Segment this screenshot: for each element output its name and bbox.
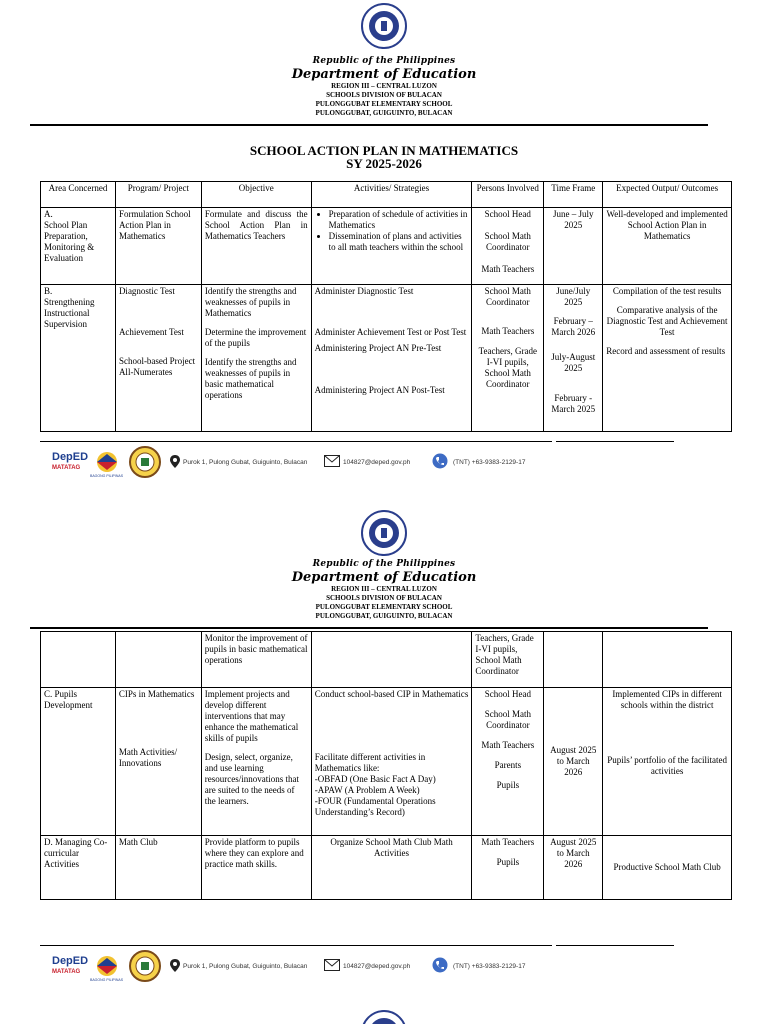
footer-email: 104827@deped.gov.ph: [343, 459, 411, 466]
cell-persons-a: School Head School Math Coordinator Math Teachers: [472, 208, 544, 285]
cell-objective-b2: Monitor the improvement of pupils in basic mathematical operations: [201, 632, 311, 688]
table-row-a: [41, 208, 732, 285]
col-time: Time Frame: [544, 182, 603, 208]
cell-output-b: Compilation of the test results Comparative analysis of the Diagnostic Test and Achievement Test Record and assessment of results: [603, 285, 732, 432]
action-plan-table-2: [40, 631, 732, 900]
col-area: Area Concerned: [41, 182, 116, 208]
cell-output-a: Well-developed and implemented School Action Plan in Mathematics: [603, 208, 732, 285]
header-school: PULONGGUBAT ELEMENTARY SCHOOL: [315, 100, 453, 108]
header-division: SCHOOLS DIVISION OF BULACAN: [326, 91, 442, 99]
document-year: SY 2025-2026: [346, 156, 422, 171]
footer-email: 104827@deped.gov.ph: [343, 963, 411, 970]
cell-objective-b: Identify the strengths and weaknesses of pupils in Mathematics Determine the improvement of the pupils Identify the strengths and weaknesses of pupils in basic mathematical operations: [201, 285, 311, 432]
school-seal-icon: [129, 446, 161, 478]
phone-icon: [432, 957, 448, 973]
cell-time-b: June/July 2025 February – March 2026 July-August 2025 February - March 2025: [544, 285, 603, 432]
bagong-pilipinas-label: BAGONG PILIPINAS: [90, 978, 124, 982]
mail-icon: [324, 455, 340, 467]
col-persons: Persons Involved: [472, 182, 544, 208]
header-divider: [30, 124, 708, 126]
cell-persons-b: School Math Coordinator Math Teachers Teachers, Grade I-VI pupils, School Math Coordinator: [472, 285, 544, 432]
col-output: Expected Output/ Outcomes: [603, 182, 732, 208]
bagong-pilipinas-label: BAGONG PILIPINAS: [90, 474, 124, 478]
header-region: REGION III – CENTRAL LUZON: [331, 585, 437, 593]
phone-icon: [432, 453, 448, 469]
cell-time-c: August 2025 to March 2026: [544, 688, 603, 836]
cell-activities-b: Administer Diagnostic Test Administer Achievement Test or Post Test Administering Project AN Pre-Test Administering Project AN Post-Test: [311, 285, 472, 432]
matatag-logo: MATATAG: [52, 969, 81, 975]
cell-program-c: CIPs in Mathematics Math Activities/ Innovations: [115, 688, 201, 836]
deped-seal-icon: [361, 510, 407, 556]
cell-objective-a: Formulate and discuss the School Action Plan in Mathematics Teachers: [201, 208, 311, 285]
list-item: • Dissemination of plans and activities to all math teachers within the school: [329, 231, 469, 253]
cell-objective-d: Provide platform to pupils where they can explore and practice math skills.: [201, 836, 311, 900]
document-title: SCHOOL ACTION PLAN IN MATHEMATICS: [249, 143, 519, 158]
table-row-b: [41, 285, 732, 432]
header-division: SCHOOLS DIVISION OF BULACAN: [326, 594, 442, 602]
republic-label: Republic of the Philippines: [312, 56, 456, 66]
deped-seal-icon: [361, 1010, 407, 1024]
list-item: • Preparation of schedule of activities in Mathematics: [329, 209, 469, 231]
col-objective: Objective: [201, 182, 311, 208]
cell-program-a: Formulation School Action Plan in Mathematics: [115, 208, 201, 285]
footer-1: [40, 441, 640, 481]
table-row-d: [41, 836, 732, 900]
letterhead: [0, 56, 768, 118]
header-address: PULONGGUBAT, GUIGUINTO, BULACAN: [315, 612, 453, 620]
deped-logo: DepED: [52, 955, 89, 967]
cell-time-d: August 2025 to March 2026: [544, 836, 603, 900]
cell-area-b: B. Strengthening Instructional Supervision: [41, 285, 116, 432]
footer-phone: (TNT) +63-9383-2129-17: [453, 459, 526, 466]
letterhead: [0, 559, 768, 621]
deped-logo: DepED: [52, 451, 89, 463]
table-header-row: [41, 182, 732, 208]
cell-activities-c: Conduct school-based CIP in Mathematics Facilitate different activities in Mathematics like: -OBFAD (One Basic Fact A Day) -APAW (A Problem A Week) -FOUR (Fundamental Operations Understanding’s Record): [311, 688, 472, 836]
header-divider: [30, 627, 708, 629]
department-label: Department of Education: [291, 570, 477, 585]
matatag-logo: MATATAG: [52, 465, 81, 471]
footer-address: Purok 1, Pulong Gubat, Guiguinto, Bulacan: [183, 963, 308, 970]
table-row-b-continued: [41, 632, 732, 688]
cell-persons-d: Math Teachers Pupils: [472, 836, 544, 900]
cell-persons-c: School Head School Math Coordinator Math Teachers Parents Pupils: [472, 688, 544, 836]
header-region: REGION III – CENTRAL LUZON: [331, 82, 437, 90]
footer-address: Purok 1, Pulong Gubat, Guiguinto, Bulacan: [183, 459, 308, 466]
col-activities: Activities/ Strategies: [311, 182, 472, 208]
mail-icon: [324, 959, 340, 971]
school-seal-icon: [129, 950, 161, 982]
cell-persons-b2: Teachers, Grade I-VI pupils, School Math Coordinator: [472, 632, 544, 688]
cell-program-d: Math Club: [115, 836, 201, 900]
cell-activities-d: Organize School Math Club Math Activities: [311, 836, 472, 900]
cell-activities-a: [311, 208, 472, 285]
cell-time-a: June – July 2025: [544, 208, 603, 285]
department-label: Department of Education: [291, 67, 477, 82]
republic-label: Republic of the Philippines: [312, 559, 456, 569]
cell-output-d: Productive School Math Club: [603, 836, 732, 900]
cell-area-c: C. Pupils Development: [41, 688, 116, 836]
cell-program-b: Diagnostic Test Achievement Test School-based Project All-Numerates: [115, 285, 201, 432]
location-pin-icon: [170, 959, 180, 972]
cell-objective-c: Implement projects and develop different interventions that may enhance the mathematical skills of pupils Design, select, organize, and use learning resources/innovations that are suited to the needs of the learners.: [201, 688, 311, 836]
footer-phone: (TNT) +63-9383-2129-17: [453, 963, 526, 970]
col-program: Program/ Project: [115, 182, 201, 208]
footer-2: [40, 945, 640, 985]
header-address: PULONGGUBAT, GUIGUINTO, BULACAN: [315, 109, 453, 117]
cell-area-a: A. School Plan Preparation, Monitoring & Evaluation: [41, 208, 116, 285]
table-row-c: [41, 688, 732, 836]
location-pin-icon: [170, 455, 180, 468]
action-plan-table-1: [40, 181, 732, 432]
cell-output-c: Implemented CIPs in different schools within the district Pupils’ portfolio of the facilitated activities: [603, 688, 732, 836]
cell-area-d: D. Managing Co-curricular Activities: [41, 836, 116, 900]
deped-seal-icon: [361, 3, 407, 49]
header-school: PULONGGUBAT ELEMENTARY SCHOOL: [315, 603, 453, 611]
